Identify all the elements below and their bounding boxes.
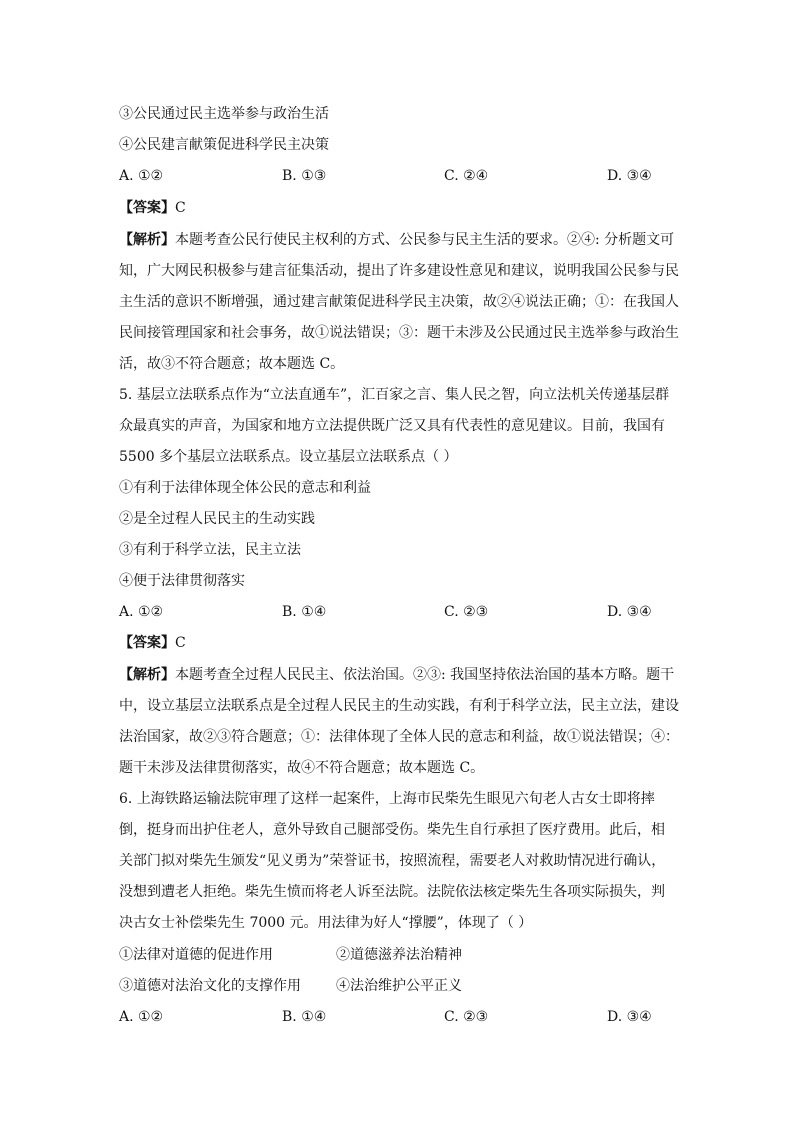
q6-item-1: ①法律对道德的促进作用 xyxy=(119,947,273,963)
q6-stem-line-3: 关部门拟对柴先生颁发“见义勇为”荣誉证书，按照流程，需要老人对救助情况进行确认， xyxy=(119,853,666,869)
q4-answer xyxy=(119,199,186,217)
analysis-label: 【解析】 xyxy=(119,232,175,248)
q6-option-b: B. ①④ xyxy=(282,1009,327,1025)
q5-option-d: D. ③④ xyxy=(607,604,652,620)
q5-analysis-line-1 xyxy=(119,666,674,684)
q5-option-c: C. ②③ xyxy=(444,604,489,620)
q4-analysis-line-4: 民间接管理国家和社会事务，故①说法错误；③：题干未涉及公民通过民主选举参与政治生 xyxy=(119,325,679,341)
answer-label: 【答案】 xyxy=(119,635,175,651)
q6-stem-line-1: 6. 上海铁路运输法院审理了这样一起案件，上海市民柴先生眼见六旬老人古女士即将摔 xyxy=(119,791,655,807)
q6-option-d: D. ③④ xyxy=(607,1009,652,1025)
q5-stem-line-1: 5. 基层立法联系点作为“立法直通车”，汇百家之言、集人民之智，向立法机关传递基层群 xyxy=(119,387,670,403)
q5-item-3: ③有利于科学立法，民主立法 xyxy=(119,542,301,558)
q6-option-a: A. ①② xyxy=(119,1009,164,1025)
q6-stem-line-5: 决古女士补偿柴先生 7000 元。用法律为好人“撑腰”，体现了（ ） xyxy=(119,915,533,931)
q4-item-3: ③公民通过民主选举参与政治生活 xyxy=(119,106,329,122)
q5-stem-line-2: 众最真实的声音，为国家和地方立法提供既广泛又具有代表性的意见建议。目前，我国有 xyxy=(119,418,665,434)
q4-analysis-line-3: 主生活的意识不断增强，通过建言献策促进科学民主决策，故②④说法正确；①：在我国人 xyxy=(119,294,679,310)
q4-item-4: ④公民建言献策促进科学民主决策 xyxy=(119,137,329,153)
q5-item-1: ①有利于法律体现全体公民的意志和利益 xyxy=(119,480,371,496)
q5-item-4: ④便于法律贯彻落实 xyxy=(119,573,245,589)
q6-stem-line-2: 倒，挺身而出护住老人，意外导致自己腿部受伤。柴先生自行承担了医疗费用。此后，相 xyxy=(119,822,665,838)
q5-stem-line-3: 5500 多个基层立法联系点。设立基层立法联系点（ ） xyxy=(119,449,458,465)
q4-analysis-line-5: 活，故③不符合题意；故本题选 C。 xyxy=(119,356,345,372)
analysis-text: 本题考查公民行使民主权利的方式、公民参与民主生活的要求。②④: 分析题文可 xyxy=(175,232,675,248)
q4-option-b: B. ①③ xyxy=(282,168,327,184)
q5-analysis-line-3: 法治国家，故②③符合题意；①：法律体现了全体人民的意志和利益，故①说法错误；④： xyxy=(119,729,679,745)
answer-label: 【答案】 xyxy=(119,200,175,216)
q4-option-c: C. ②④ xyxy=(444,168,489,184)
q6-item-4: ④法治维护公平正义 xyxy=(336,978,462,994)
q5-analysis-line-4: 题干未涉及法律贯彻落实，故④不符合题意；故本题选 C。 xyxy=(119,760,485,776)
q5-item-2: ②是全过程人民民主的生动实践 xyxy=(119,511,315,527)
q4-analysis-line-1 xyxy=(119,231,674,249)
q5-option-a: A. ①② xyxy=(119,604,164,620)
q6-item-3: ③道德对法治文化的支撑作用 xyxy=(119,978,301,994)
answer-value: C xyxy=(175,635,186,651)
analysis-label: 【解析】 xyxy=(119,667,175,683)
q6-item-2: ②道德滋养法治精神 xyxy=(336,947,462,963)
q5-analysis-line-2: 中，设立基层立法联系点是全过程人民民主的生动实践，有利于科学立法，民主立法，建设 xyxy=(119,698,679,714)
q6-option-c: C. ②③ xyxy=(444,1009,489,1025)
q6-stem-line-4: 没想到遭老人拒绝。柴先生愤而将老人诉至法院。法院依法核定柴先生各项实际损失，判 xyxy=(119,884,665,900)
q5-answer xyxy=(119,634,186,652)
answer-value: C xyxy=(175,200,186,216)
analysis-text: 本题考查全过程人民民主、依法治国。②③: 我国坚持依法治国的基本方略。题干 xyxy=(175,667,675,683)
q5-option-b: B. ①④ xyxy=(282,604,327,620)
q4-analysis-line-2: 知，广大网民积极参与建言征集活动，提出了许多建设性意见和建议，说明我国公民参与民 xyxy=(119,263,679,279)
q4-option-a: A. ①② xyxy=(119,168,164,184)
q4-option-d: D. ③④ xyxy=(607,168,652,184)
